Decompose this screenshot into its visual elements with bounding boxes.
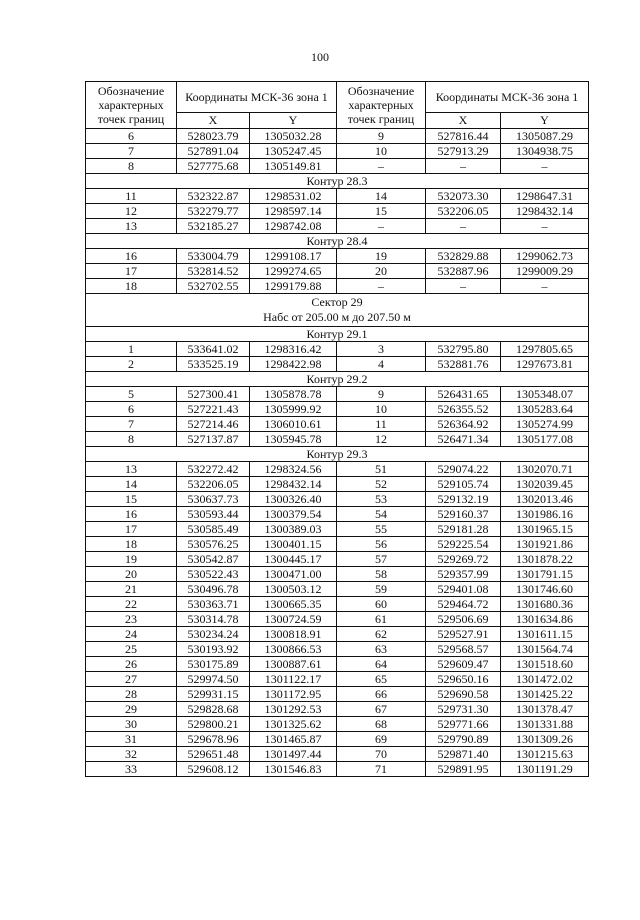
y-value-right: 1302013.46 <box>501 492 589 507</box>
y-value-left: 1300887.61 <box>250 657 337 672</box>
sector-header-row <box>86 294 589 327</box>
y-value-right: 1298647.31 <box>501 189 589 204</box>
point-number-right: 10 <box>337 402 426 417</box>
point-number-right: – <box>337 219 426 234</box>
x-value-left: 533525.19 <box>177 357 250 372</box>
contour-header-row <box>86 372 589 387</box>
y-value-left: 1305999.92 <box>250 402 337 417</box>
point-number-right: 61 <box>337 612 426 627</box>
coords-group-header-left: Координаты МСК-36 зона 1 <box>177 82 337 113</box>
y-value-left: 1301497.44 <box>250 747 337 762</box>
point-number-left: 19 <box>86 552 177 567</box>
x-header-left: X <box>177 113 250 129</box>
point-number-right: 58 <box>337 567 426 582</box>
x-value-left: 529828.68 <box>177 702 250 717</box>
x-value-right: 529568.57 <box>426 642 501 657</box>
x-value-left: 532702.55 <box>177 279 250 294</box>
point-number-left: 24 <box>86 627 177 642</box>
point-number-right: 10 <box>337 144 426 159</box>
x-value-left: 530175.89 <box>177 657 250 672</box>
y-value-left: 1306010.61 <box>250 417 337 432</box>
y-value-right: 1299062.73 <box>501 249 589 264</box>
x-value-right: 532829.88 <box>426 249 501 264</box>
table-row <box>86 204 589 219</box>
table-row <box>86 552 589 567</box>
y-value-left: 1298422.98 <box>250 357 337 372</box>
y-value-left: 1298742.08 <box>250 219 337 234</box>
point-number-left: 17 <box>86 522 177 537</box>
y-value-left: 1298316.42 <box>250 342 337 357</box>
point-number-left: 30 <box>86 717 177 732</box>
y-value-left: 1300401.15 <box>250 537 337 552</box>
table-row <box>86 189 589 204</box>
table-row <box>86 522 589 537</box>
point-number-right: 15 <box>337 204 426 219</box>
table-row <box>86 387 589 402</box>
x-value-right: 529527.91 <box>426 627 501 642</box>
x-value-right: 529225.54 <box>426 537 501 552</box>
point-number-right: – <box>337 279 426 294</box>
point-number-right: 65 <box>337 672 426 687</box>
table-row <box>86 462 589 477</box>
point-number-right: 66 <box>337 687 426 702</box>
y-value-right: 1297805.65 <box>501 342 589 357</box>
x-value-left: 532814.52 <box>177 264 250 279</box>
y-value-right: 1301878.22 <box>501 552 589 567</box>
x-value-left: 530637.73 <box>177 492 250 507</box>
x-value-right: 529181.28 <box>426 522 501 537</box>
point-number-left: 22 <box>86 597 177 612</box>
x-value-left: 530314.78 <box>177 612 250 627</box>
x-value-right: 529132.19 <box>426 492 501 507</box>
point-number-left: 33 <box>86 762 177 777</box>
table-row <box>86 357 589 372</box>
table-row <box>86 567 589 582</box>
table-row <box>86 507 589 522</box>
y-value-right: 1302039.45 <box>501 477 589 492</box>
x-value-right: 529871.40 <box>426 747 501 762</box>
x-value-right: 529650.16 <box>426 672 501 687</box>
contour-header-row <box>86 234 589 249</box>
point-header-right: Обозначение характерных точек границ <box>337 82 426 129</box>
point-number-left: 15 <box>86 492 177 507</box>
x-value-left: 527137.87 <box>177 432 250 447</box>
y-value-left: 1300471.00 <box>250 567 337 582</box>
x-value-left: 529800.21 <box>177 717 250 732</box>
x-value-left: 532272.42 <box>177 462 250 477</box>
x-value-left: 529678.96 <box>177 732 250 747</box>
table-row <box>86 144 589 159</box>
table-row <box>86 642 589 657</box>
x-value-left: 529974.50 <box>177 672 250 687</box>
table-row <box>86 747 589 762</box>
point-number-left: 17 <box>86 264 177 279</box>
y-value-left: 1301546.83 <box>250 762 337 777</box>
y-value-left: 1298531.02 <box>250 189 337 204</box>
coordinates-table <box>85 81 589 777</box>
point-number-left: 14 <box>86 477 177 492</box>
x-value-right: 532795.80 <box>426 342 501 357</box>
contour-label: Контур 29.2 <box>86 372 589 387</box>
x-value-left: 533641.02 <box>177 342 250 357</box>
point-number-left: 12 <box>86 204 177 219</box>
x-value-right: 529074.22 <box>426 462 501 477</box>
x-value-left: 530593.44 <box>177 507 250 522</box>
point-number-right: 63 <box>337 642 426 657</box>
point-number-left: 18 <box>86 279 177 294</box>
y-value-left: 1300724.59 <box>250 612 337 627</box>
y-value-right: 1301986.16 <box>501 507 589 522</box>
y-value-left: 1300389.03 <box>250 522 337 537</box>
table-row <box>86 537 589 552</box>
y-value-left: 1300326.40 <box>250 492 337 507</box>
x-value-left: 529931.15 <box>177 687 250 702</box>
x-header-right: X <box>426 113 501 129</box>
y-value-left: 1298432.14 <box>250 477 337 492</box>
x-value-right: 526355.52 <box>426 402 501 417</box>
point-number-left: 20 <box>86 567 177 582</box>
point-number-left: 1 <box>86 342 177 357</box>
y-value-right: – <box>501 219 589 234</box>
x-value-right: – <box>426 159 501 174</box>
coords-group-header-right: Координаты МСК-36 зона 1 <box>426 82 589 113</box>
y-value-right: – <box>501 279 589 294</box>
point-number-left: 6 <box>86 402 177 417</box>
point-number-left: 28 <box>86 687 177 702</box>
x-value-right: 529269.72 <box>426 552 501 567</box>
point-number-left: 18 <box>86 537 177 552</box>
point-number-right: 12 <box>337 432 426 447</box>
contour-label: Контур 28.4 <box>86 234 589 249</box>
x-value-right: 529891.95 <box>426 762 501 777</box>
y-value-right: 1302070.71 <box>501 462 589 477</box>
table-body <box>86 129 589 777</box>
y-value-left: 1305247.45 <box>250 144 337 159</box>
point-number-left: 5 <box>86 387 177 402</box>
x-value-left: 530542.87 <box>177 552 250 567</box>
point-number-right: 11 <box>337 417 426 432</box>
point-number-right: 51 <box>337 462 426 477</box>
y-value-left: 1301172.95 <box>250 687 337 702</box>
point-number-left: 25 <box>86 642 177 657</box>
y-value-left: 1300866.53 <box>250 642 337 657</box>
table-row <box>86 672 589 687</box>
point-number-left: 7 <box>86 144 177 159</box>
x-value-right: 526471.34 <box>426 432 501 447</box>
x-value-right: 529790.89 <box>426 732 501 747</box>
contour-label: Контур 28.3 <box>86 174 589 189</box>
table-row <box>86 342 589 357</box>
y-value-right: 1299009.29 <box>501 264 589 279</box>
point-number-right: 62 <box>337 627 426 642</box>
point-number-right: 69 <box>337 732 426 747</box>
point-number-right: – <box>337 159 426 174</box>
x-value-right: 527913.29 <box>426 144 501 159</box>
y-value-right: 1301965.15 <box>501 522 589 537</box>
y-value-left: 1300445.17 <box>250 552 337 567</box>
y-value-left: 1305149.81 <box>250 159 337 174</box>
x-value-left: 532206.05 <box>177 477 250 492</box>
y-value-left: 1301325.62 <box>250 717 337 732</box>
point-number-left: 27 <box>86 672 177 687</box>
y-header-right: Y <box>501 113 589 129</box>
table-row <box>86 492 589 507</box>
y-value-right: 1305087.29 <box>501 129 589 144</box>
x-value-right: 529771.66 <box>426 717 501 732</box>
x-value-left: 532322.87 <box>177 189 250 204</box>
table-row <box>86 477 589 492</box>
point-number-right: 4 <box>337 357 426 372</box>
point-number-right: 55 <box>337 522 426 537</box>
x-value-right: 526431.65 <box>426 387 501 402</box>
y-value-right: 1301309.26 <box>501 732 589 747</box>
x-value-left: 530585.49 <box>177 522 250 537</box>
point-number-right: 57 <box>337 552 426 567</box>
point-number-right: 67 <box>337 702 426 717</box>
y-header-left: Y <box>250 113 337 129</box>
table-row <box>86 219 589 234</box>
table-row <box>86 627 589 642</box>
table-row <box>86 249 589 264</box>
x-value-right: 532206.05 <box>426 204 501 219</box>
x-value-right: – <box>426 219 501 234</box>
contour-label: Контур 29.3 <box>86 447 589 462</box>
x-value-right: 526364.92 <box>426 417 501 432</box>
y-value-right: 1301472.02 <box>501 672 589 687</box>
y-value-right: 1305348.07 <box>501 387 589 402</box>
point-number-left: 8 <box>86 432 177 447</box>
y-value-right: 1301191.29 <box>501 762 589 777</box>
y-value-right: 1301921.86 <box>501 537 589 552</box>
x-value-left: 527214.46 <box>177 417 250 432</box>
point-number-left: 21 <box>86 582 177 597</box>
y-value-left: 1298324.56 <box>250 462 337 477</box>
x-value-left: 530193.92 <box>177 642 250 657</box>
table-row <box>86 159 589 174</box>
point-number-left: 29 <box>86 702 177 717</box>
x-value-left: 530496.78 <box>177 582 250 597</box>
y-value-left: 1305878.78 <box>250 387 337 402</box>
y-value-left: 1299274.65 <box>250 264 337 279</box>
point-number-right: 59 <box>337 582 426 597</box>
point-number-right: 52 <box>337 477 426 492</box>
point-number-right: 3 <box>337 342 426 357</box>
table-row <box>86 582 589 597</box>
x-value-right: 529160.37 <box>426 507 501 522</box>
y-value-left: 1299108.17 <box>250 249 337 264</box>
point-number-left: 2 <box>86 357 177 372</box>
y-value-right: 1305283.64 <box>501 402 589 417</box>
table-row <box>86 612 589 627</box>
y-value-right: 1301518.60 <box>501 657 589 672</box>
x-value-left: 532185.27 <box>177 219 250 234</box>
y-value-left: 1300379.54 <box>250 507 337 522</box>
point-number-left: 16 <box>86 507 177 522</box>
point-number-left: 11 <box>86 189 177 204</box>
point-number-right: 53 <box>337 492 426 507</box>
x-value-right: 532073.30 <box>426 189 501 204</box>
x-value-right: 532887.96 <box>426 264 501 279</box>
point-number-left: 6 <box>86 129 177 144</box>
table-row <box>86 762 589 777</box>
x-value-left: 527300.41 <box>177 387 250 402</box>
y-value-right: 1297673.81 <box>501 357 589 372</box>
x-value-left: 532279.77 <box>177 204 250 219</box>
y-value-left: 1305032.28 <box>250 129 337 144</box>
y-value-right: 1301564.74 <box>501 642 589 657</box>
table-row <box>86 702 589 717</box>
y-value-right: 1301611.15 <box>501 627 589 642</box>
x-value-left: 530363.71 <box>177 597 250 612</box>
x-value-left: 527221.43 <box>177 402 250 417</box>
x-value-right: – <box>426 279 501 294</box>
y-value-right: 1301378.47 <box>501 702 589 717</box>
x-value-right: 529731.30 <box>426 702 501 717</box>
sector-label: Сектор 29 <box>311 295 363 309</box>
y-value-right: 1301680.36 <box>501 597 589 612</box>
point-number-right: 56 <box>337 537 426 552</box>
contour-label: Контур 29.1 <box>86 327 589 342</box>
sector-cell <box>86 294 589 327</box>
x-value-right: 527816.44 <box>426 129 501 144</box>
point-number-left: 32 <box>86 747 177 762</box>
sector-height-range: Набс от 205.00 м до 207.50 м <box>263 310 411 324</box>
x-value-left: 527775.68 <box>177 159 250 174</box>
table-row <box>86 732 589 747</box>
x-value-left: 530234.24 <box>177 627 250 642</box>
x-value-right: 529357.99 <box>426 567 501 582</box>
x-value-right: 529609.47 <box>426 657 501 672</box>
x-value-right: 529690.58 <box>426 687 501 702</box>
point-number-left: 13 <box>86 219 177 234</box>
table-row <box>86 279 589 294</box>
y-value-left: 1301122.17 <box>250 672 337 687</box>
y-value-right: – <box>501 159 589 174</box>
table-row <box>86 129 589 144</box>
point-header-left: Обозначение характерных точек границ <box>86 82 177 129</box>
x-value-left: 529651.48 <box>177 747 250 762</box>
y-value-left: 1299179.88 <box>250 279 337 294</box>
page-number: 100 <box>311 50 329 64</box>
point-number-right: 71 <box>337 762 426 777</box>
contour-header-row <box>86 327 589 342</box>
point-number-right: 19 <box>337 249 426 264</box>
table-row <box>86 657 589 672</box>
y-value-right: 1301425.22 <box>501 687 589 702</box>
x-value-left: 529608.12 <box>177 762 250 777</box>
x-value-right: 529105.74 <box>426 477 501 492</box>
y-value-left: 1300665.35 <box>250 597 337 612</box>
x-value-right: 529506.69 <box>426 612 501 627</box>
y-value-right: 1301634.86 <box>501 612 589 627</box>
y-value-left: 1298597.14 <box>250 204 337 219</box>
table-row <box>86 597 589 612</box>
point-number-left: 31 <box>86 732 177 747</box>
table-row <box>86 417 589 432</box>
x-value-left: 527891.04 <box>177 144 250 159</box>
x-value-right: 532881.76 <box>426 357 501 372</box>
y-value-right: 1301746.60 <box>501 582 589 597</box>
x-value-left: 530522.43 <box>177 567 250 582</box>
point-number-left: 7 <box>86 417 177 432</box>
x-value-left: 530576.25 <box>177 537 250 552</box>
point-number-right: 9 <box>337 129 426 144</box>
table-row <box>86 264 589 279</box>
y-value-right: 1301215.63 <box>501 747 589 762</box>
table-row <box>86 402 589 417</box>
point-number-right: 14 <box>337 189 426 204</box>
x-value-left: 533004.79 <box>177 249 250 264</box>
y-value-right: 1305274.99 <box>501 417 589 432</box>
y-value-right: 1301791.15 <box>501 567 589 582</box>
contour-header-row <box>86 174 589 189</box>
point-number-right: 60 <box>337 597 426 612</box>
table-row <box>86 432 589 447</box>
y-value-right: 1305177.08 <box>501 432 589 447</box>
point-number-right: 20 <box>337 264 426 279</box>
x-value-left: 528023.79 <box>177 129 250 144</box>
point-number-left: 26 <box>86 657 177 672</box>
point-number-left: 8 <box>86 159 177 174</box>
x-value-right: 529464.72 <box>426 597 501 612</box>
point-number-right: 70 <box>337 747 426 762</box>
point-number-right: 64 <box>337 657 426 672</box>
y-value-left: 1301465.87 <box>250 732 337 747</box>
point-number-left: 13 <box>86 462 177 477</box>
y-value-right: 1304938.75 <box>501 144 589 159</box>
point-number-right: 68 <box>337 717 426 732</box>
y-value-left: 1301292.53 <box>250 702 337 717</box>
y-value-left: 1300818.91 <box>250 627 337 642</box>
y-value-left: 1300503.12 <box>250 582 337 597</box>
point-number-right: 9 <box>337 387 426 402</box>
contour-header-row <box>86 447 589 462</box>
table-row <box>86 717 589 732</box>
table-row <box>86 687 589 702</box>
point-number-left: 23 <box>86 612 177 627</box>
x-value-right: 529401.08 <box>426 582 501 597</box>
point-number-left: 16 <box>86 249 177 264</box>
y-value-right: 1298432.14 <box>501 204 589 219</box>
point-number-right: 54 <box>337 507 426 522</box>
y-value-left: 1305945.78 <box>250 432 337 447</box>
y-value-right: 1301331.88 <box>501 717 589 732</box>
